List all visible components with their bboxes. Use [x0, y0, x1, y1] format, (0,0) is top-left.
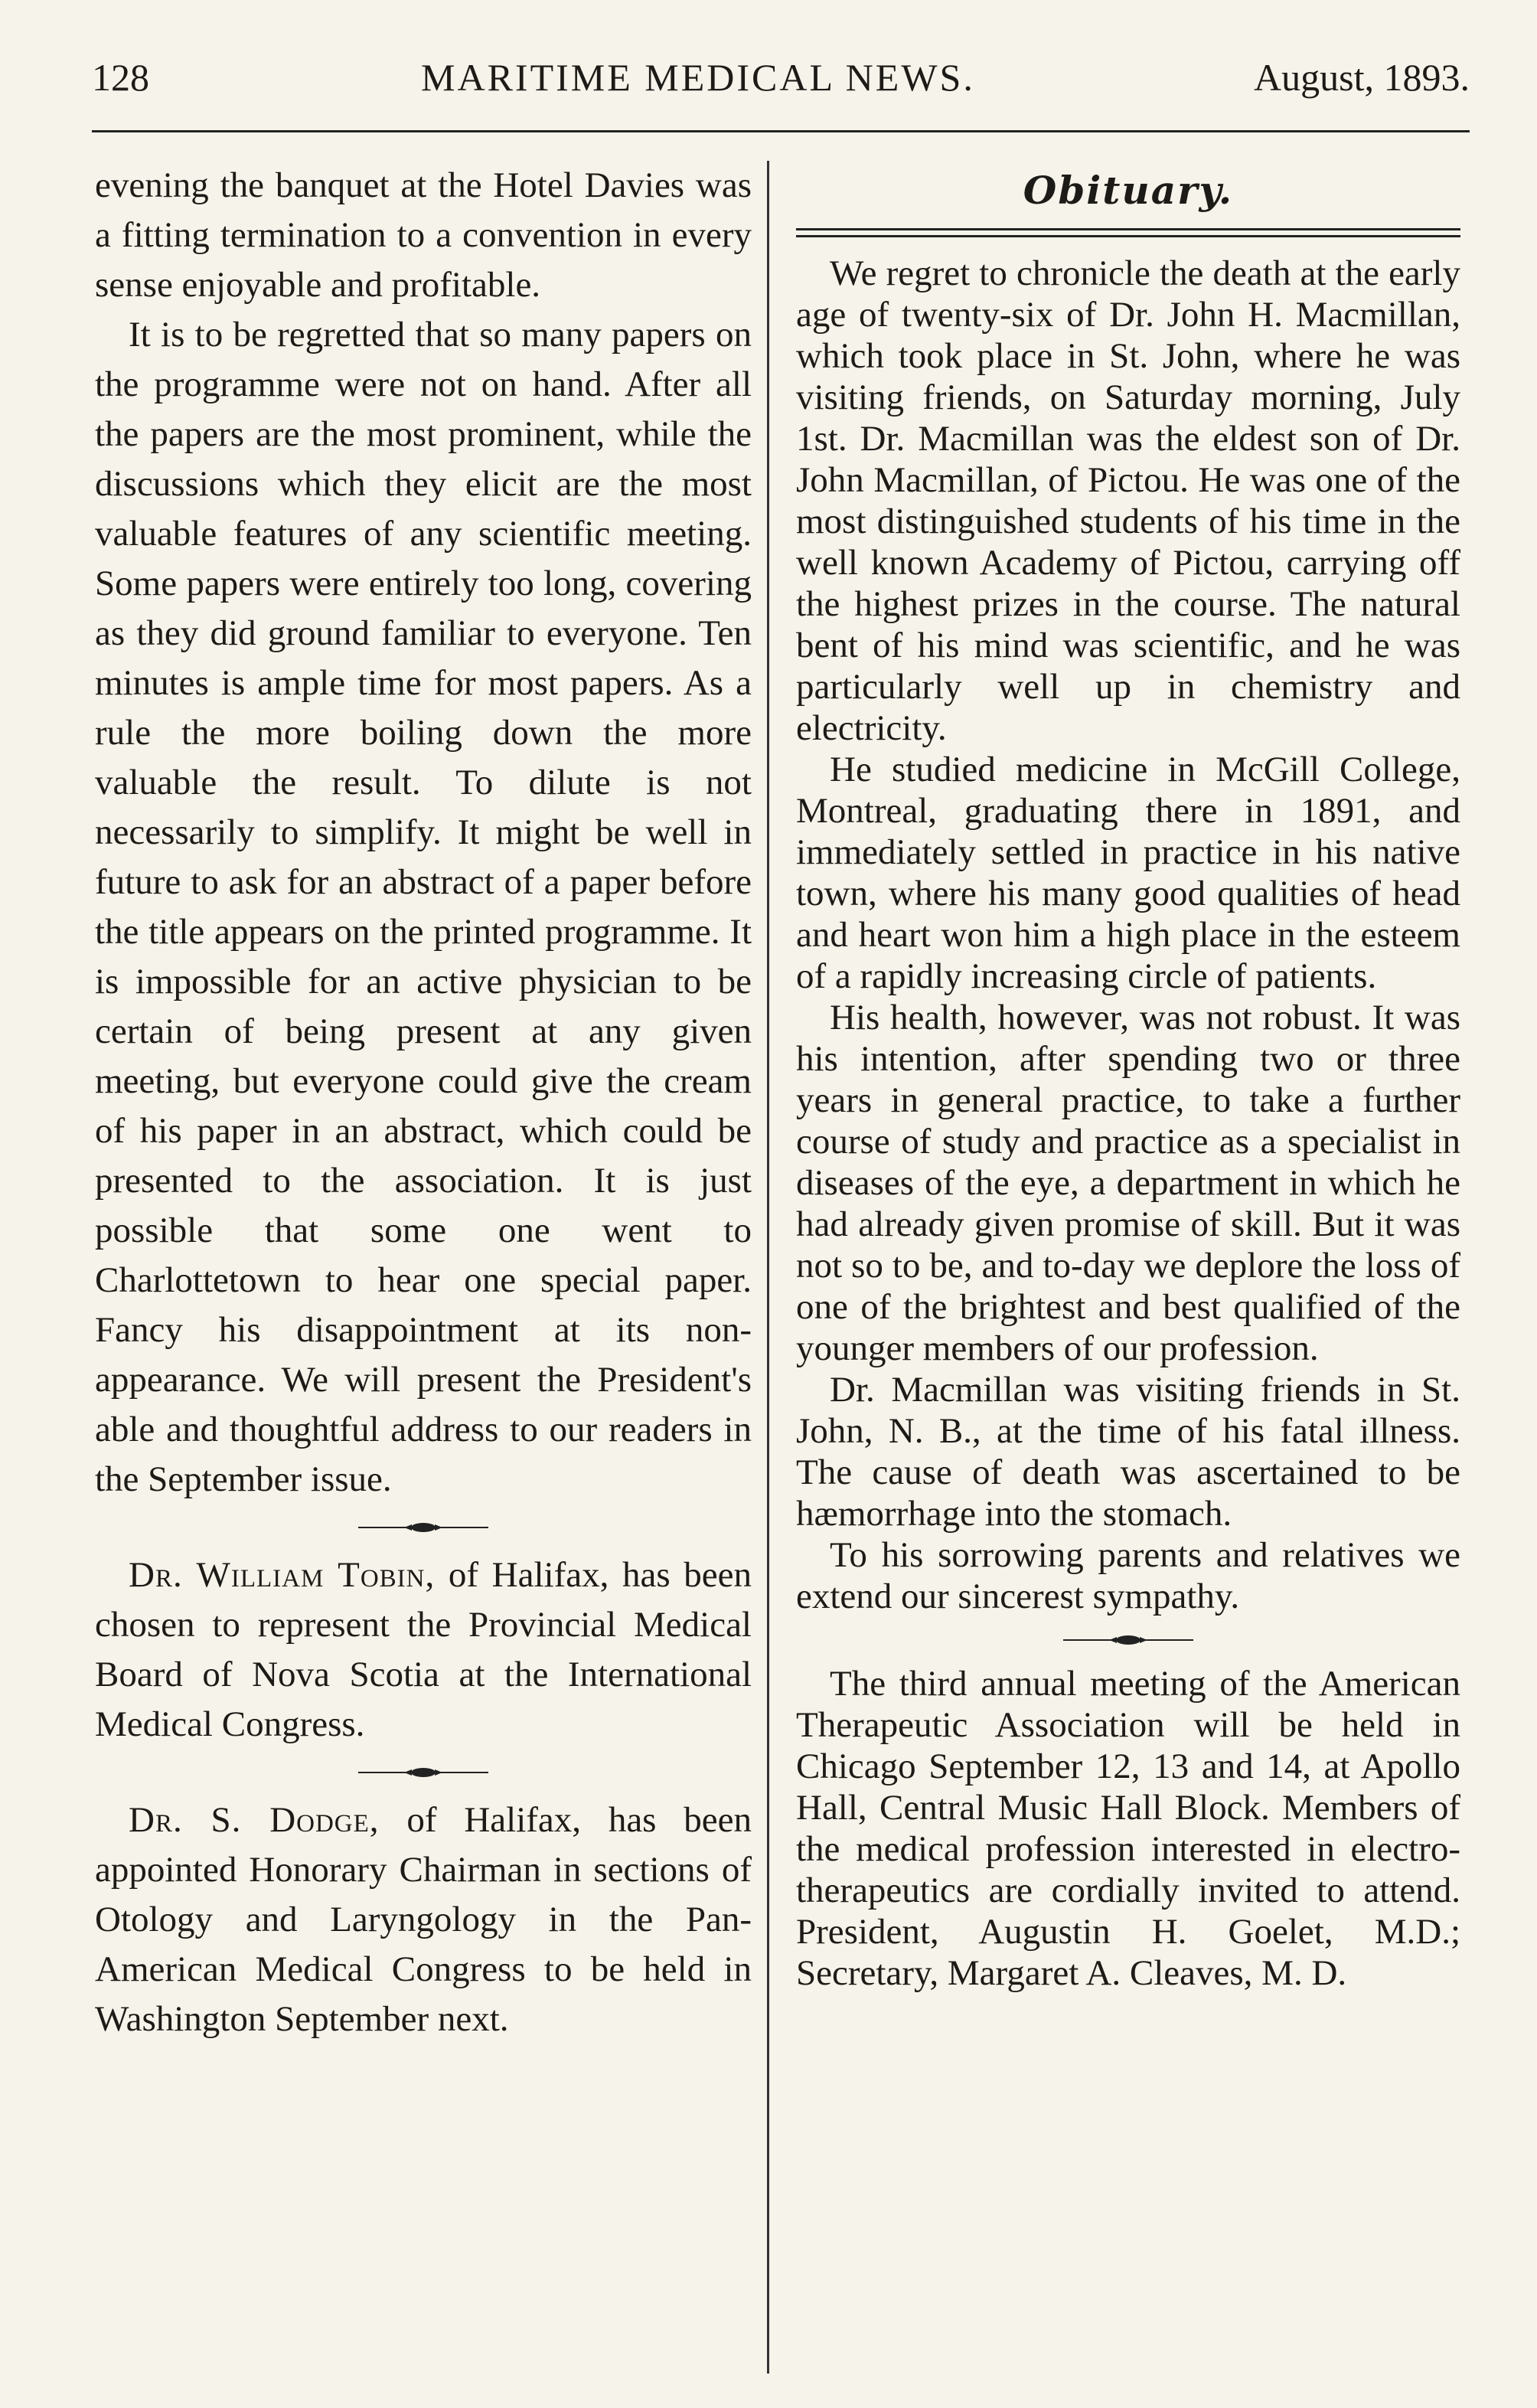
section-ornament: [95, 1750, 752, 1795]
header-rule: [92, 130, 1470, 132]
issue-date: August, 1893.: [1254, 56, 1470, 99]
banquet-paragraph: evening the banquet at the Hotel Davies was a fitting termination to a convention in every sense enjoyable and profitable.: [95, 165, 752, 305]
dodge-item: [95, 1795, 752, 2044]
right-column: [796, 161, 1460, 1994]
left-column: [95, 161, 752, 2044]
obituary-paragraph: We regret to chronicle the death at the early age of twenty-six of Dr. John H. Macmillan, which took place in St. John, where he was visiting friends, on Saturday morning, July 1st. Dr. Macmillan was the eldest son of Dr. John Macmillan, of Pictou. He was one of the most distinguished students of his time in the well known Academy of Pictou, carrying off the highest prizes in the course. The natural bent of his mind was scientific, and he was particularly well up in chemistry and electricity.: [796, 253, 1460, 748]
page-header: [92, 55, 1470, 109]
dodge-name: Dr. S. Dodge,: [129, 1800, 380, 1840]
tobin-text: of Halifax, has been chosen to represent the Provincial Medical Board of Nova Scotia at the International Medical Congress.: [95, 1555, 752, 1744]
obituary-paragraph: He studied medicine in McGill College, Montreal, graduating there in 1891, and immediately settled in practice in his native town, where his many good qualities of head and heart won him a high place in the esteem of a rapidly increasing circle of patients.: [796, 750, 1460, 996]
obituary-rule: [796, 228, 1460, 237]
section-ornament: [796, 1617, 1460, 1663]
obituary-heading: Obituary.: [1023, 168, 1234, 213]
tobin-item: [95, 1550, 752, 1750]
section-ornament: [95, 1505, 752, 1550]
dodge-text: of Halifax, has been appointed Honorary Chairman in sections of Otology and Laryngology in the Pan-American Medical Congress to be held in Washington September next.: [95, 1800, 752, 2039]
tobin-name: Dr. William Tobin,: [129, 1555, 436, 1595]
obituary-paragraph: Dr. Macmillan was visiting friends in St. John, N. B., at the time of his fatal illness. The cause of death was ascertained to be hæmorrhage into the stomach.: [796, 1370, 1460, 1534]
journal-title: MARITIME MEDICAL NEWS.: [421, 56, 975, 99]
papers-paragraph: It is to be regretted that so many papers on the programme were not on hand. After all the papers are the most prominent, while the discussions which they elicit are the most valuable features of any scientific meeting. Some papers were entirely too long, covering as they did ground familiar to everyone. Ten minutes is ample time for most papers. As a rule the more boiling down the more valuable the result. To dilute is not necessarily to simplify. It might be well in future to ask for an abstract of a paper before the title appears on the printed programme. It is impossible for an active physician to be certain of being present at any given meeting, but everyone could give the cream of his paper in an abstract, which could be presented to the association. It is just possible that some one went to Charlottetown to hear one special paper. Fancy his disappointment at its non-appearance. We will present the President's able and thoughtful address to our readers in the September issue.: [95, 315, 752, 1499]
obituary-paragraph: To his sorrowing parents and relatives we extend our sincerest sympathy.: [796, 1535, 1460, 1616]
obituary-paragraph: His health, however, was not robust. It was his intention, after spending two or three years in general practice, to take a further course of study and practice as a specialist in diseases of the eye, a department in which he had already given promise of skill. But it was not so to be, and to-day we deplore the loss of one of the brightest and best qualified of the younger members of our profession.: [796, 998, 1460, 1368]
therapeutic-association-notice: The third annual meeting of the American Therapeutic Association will be held in Chicago September 12, 13 and 14, at Apollo Hall, Central Music Hall Block. Members of the medical profession interested in electro-therapeutics are cordially invited to attend. President, Augustin H. Goelet, M.D.; Secretary, Margaret A. Cleaves, M. D.: [796, 1664, 1460, 1993]
column-divider: [767, 161, 769, 2374]
page-number: 128: [92, 56, 149, 99]
